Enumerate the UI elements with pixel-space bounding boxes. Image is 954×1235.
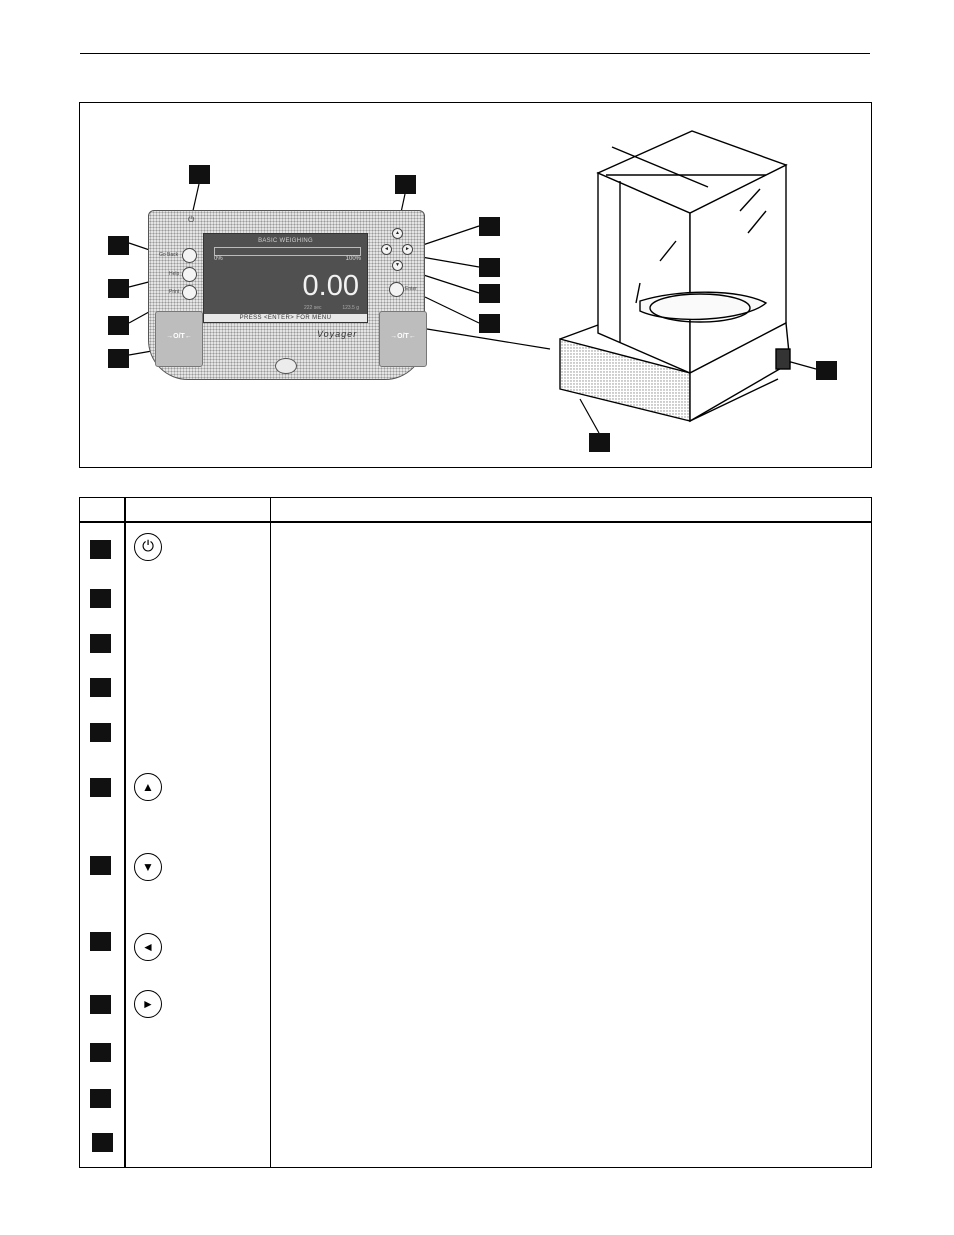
row-marker — [90, 723, 111, 742]
go-back-label: Go Back — [159, 252, 179, 258]
sub-readout-left: 222 sec — [304, 305, 322, 311]
power-icon: ⏻ — [134, 533, 162, 561]
nav-down-button[interactable]: ▼ — [392, 260, 403, 271]
weight-readout: 0.00 — [302, 270, 359, 302]
row-marker — [90, 856, 111, 875]
row-marker — [90, 995, 111, 1014]
tare-button-left[interactable]: →O/T← — [155, 311, 203, 367]
enter-prompt: PRESS <ENTER> FOR MENU — [204, 314, 367, 322]
row-marker — [90, 678, 111, 697]
level-indicator — [275, 358, 297, 374]
header-rule — [80, 53, 870, 54]
power-led-icon: ⏻ — [188, 215, 195, 224]
balance-illustration — [540, 113, 870, 443]
row-marker — [90, 589, 111, 608]
down-arrow-icon: ▼ — [134, 853, 162, 881]
key-function-table — [79, 497, 872, 1168]
column-divider — [270, 498, 271, 1167]
enter-button[interactable] — [389, 282, 404, 297]
column-divider — [124, 498, 126, 1167]
display-screen — [203, 233, 368, 323]
print-label: Print — [169, 289, 180, 295]
row-marker — [90, 1043, 111, 1062]
up-arrow-icon: ▲ — [134, 773, 162, 801]
table-header-rule — [80, 521, 871, 523]
row-marker — [90, 778, 111, 797]
row-marker — [90, 1089, 111, 1108]
left-arrow-icon: ◄ — [134, 933, 162, 961]
help-label: Help — [169, 271, 180, 277]
print-button[interactable] — [182, 285, 197, 300]
nav-right-button[interactable]: ► — [402, 244, 413, 255]
figure-controls-diagram — [79, 102, 872, 468]
brand-logo: Voyager — [317, 329, 358, 339]
row-marker — [92, 1133, 113, 1152]
sub-readout-right: 123.5 g — [342, 305, 359, 311]
row-marker — [90, 932, 111, 951]
nav-left-button[interactable]: ◄ — [381, 244, 392, 255]
scale-max: 100% — [345, 256, 361, 262]
help-button[interactable] — [182, 267, 197, 282]
right-arrow-icon: ► — [134, 990, 162, 1018]
tare-button-right[interactable]: →O/T← — [379, 311, 427, 367]
row-marker — [90, 634, 111, 653]
scale-min: 0% — [214, 256, 223, 262]
control-panel — [148, 210, 425, 380]
row-marker — [90, 540, 111, 559]
go-back-button[interactable] — [182, 248, 197, 263]
enter-label: Enter — [405, 286, 417, 292]
capacity-bar — [214, 247, 361, 256]
screen-title: BASIC WEIGHING — [258, 238, 313, 244]
nav-up-button[interactable]: ▲ — [392, 228, 403, 239]
